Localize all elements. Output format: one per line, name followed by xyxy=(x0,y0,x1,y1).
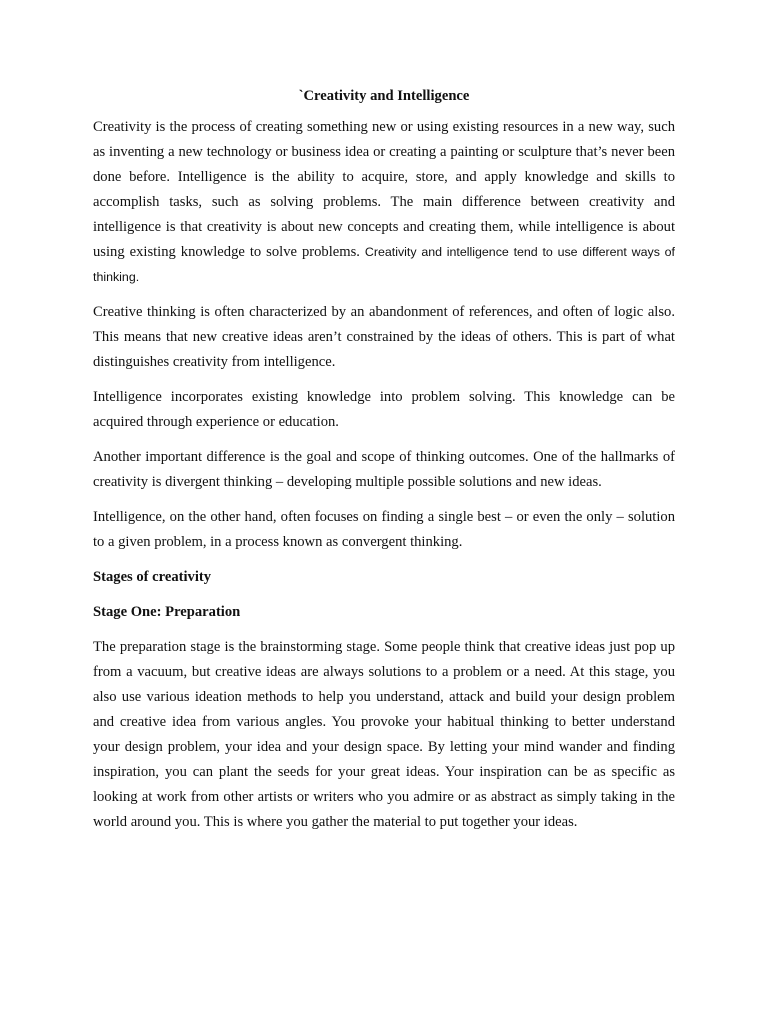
paragraph-definitions-text: Creativity is the process of creating something new or using existing resources in a new way, such as inventing a new technology or business idea or creating a painting or sculpture that’s never been done before. Intelligence is the ability to acquire, store, and apply knowledge and skills to accomplish tasks, such as solving problems. The main difference between creativity and intelligence is that creativity is about new concepts and creating them, while intelligence is about using existing knowledge to solve problems. xyxy=(93,119,675,260)
paragraph-preparation-stage: The preparation stage is the brainstorming stage. Some people think that creative ideas just pop up from a vacuum, but creative ideas are always solutions to a problem or a need. At this stage, you also use various ideation methods to help you understand, attack and build your design problem and creative idea from various angles. You provoke your habitual thinking to better understand your design problem, your idea and your design space. By letting your mind wander and finding inspiration, you can plant the seeds for your great ideas. Your inspiration can be as specific as looking at work from other artists or writers who you admire or as abstract as simply taking in the world around you. This is where you gather the material to put together your ideas. xyxy=(93,639,675,830)
paragraph-divergent-thinking: Another important difference is the goal and scope of thinking outcomes. One of the hallmarks of creativity is divergent thinking – developing multiple possible solutions and new ideas. xyxy=(93,449,675,490)
document-title: `Creativity and Intelligence xyxy=(298,88,470,104)
paragraph-definitions xyxy=(93,115,675,290)
paragraph-intelligence-knowledge: Intelligence incorporates existing knowledge into problem solving. This knowledge can be acquired through experience or education. xyxy=(93,389,675,430)
paragraph-creative-thinking: Creative thinking is often characterized by an abandonment of references, and often of logic also. This means that new creative ideas aren’t constrained by the ideas of others. This is part of what distinguishes creativity from intelligence. xyxy=(93,304,675,370)
document-body xyxy=(93,86,675,845)
heading-stage-one-preparation: Stage One: Preparation xyxy=(93,604,241,620)
paragraph-convergent-thinking: Intelligence, on the other hand, often focuses on finding a single best – or even the only – solution to a given problem, in a process known as convergent thinking. xyxy=(93,509,675,550)
paragraph-definitions-tail: Creativity and intelligence tend to use different ways of thinking. xyxy=(93,245,676,284)
heading-stages-of-creativity: Stages of creativity xyxy=(93,569,212,585)
